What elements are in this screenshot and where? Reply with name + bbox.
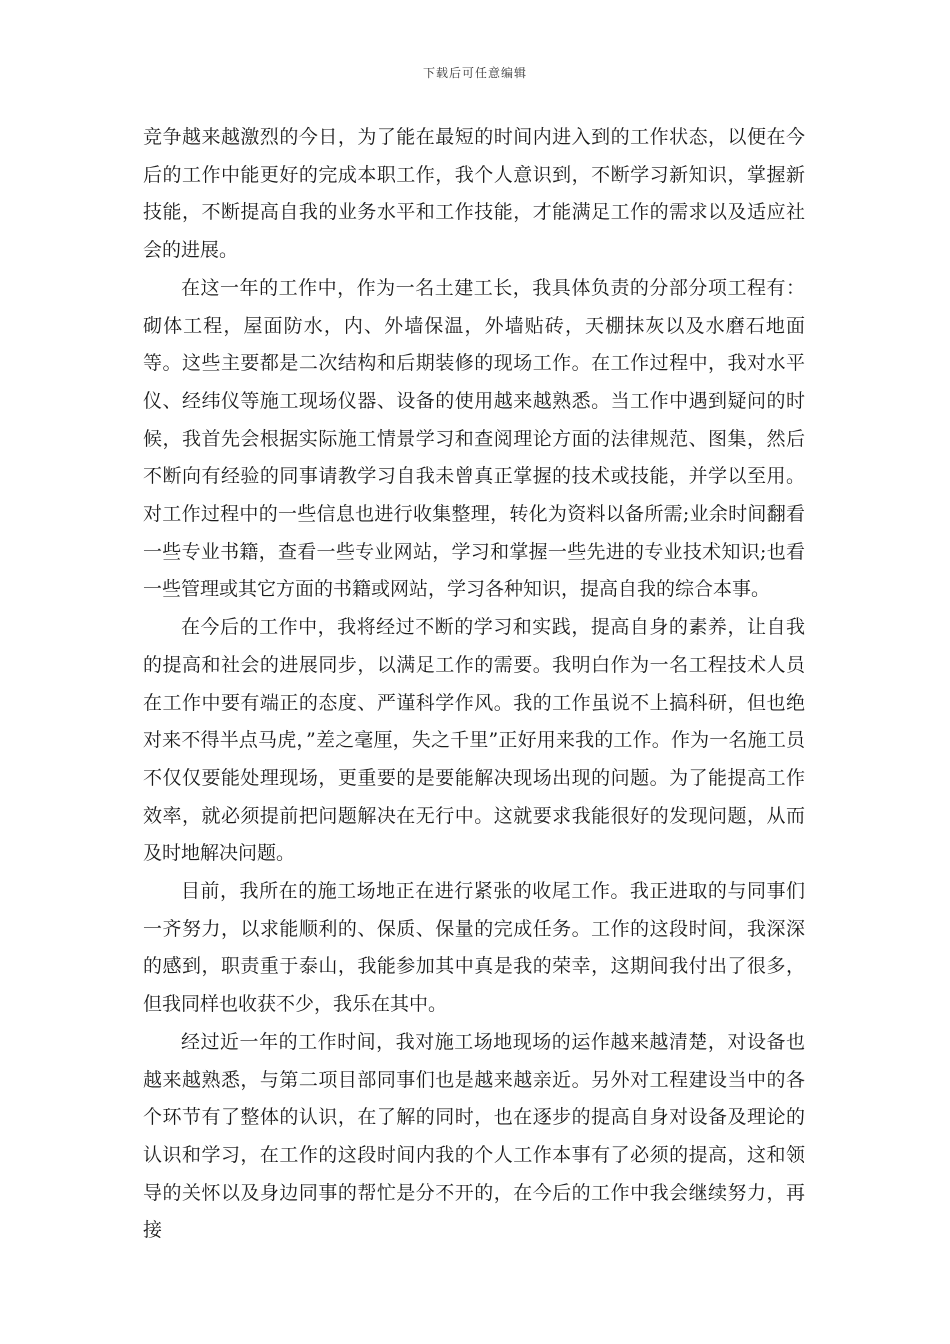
paragraph-5: 经过近一年的工作时间，我对施工场地现场的运作越来越清楚，对设备也越来越熟悉，与第二项目部同事们也是越来越亲近。另外对工程建设当中的各个环节有了整体的认识，在了解的同时，也在逐步的提高自身对设备及理论的认识和学习，在工作的这段时间内我的个人工作本事有了必须的提高，这和领导的关怀以及身边同事的帮忙是分不开的，在今后的工作中我会继续努力，再接 xyxy=(143,1030,805,1242)
paragraph-3: 在今后的工作中，我将经过不断的学习和实践，提高自身的素养，让自我的提高和社会的进展同步，以满足工作的需要。我明白作为一名工程技术人员在工作中要有端正的态度、严谨科学作风。我的工作虽说不上搞科研，但也绝对来不得半点马虎，”差之毫厘，失之千里”正好用来我的工作。作为一名施工员不仅仅要能处理现场，更重要的是要能解决现场出现的问题。为了能提高工作效率，就必须提前把问题解决在无行中。这就要求我能很好的发现问题，从而及时地解决问题。 xyxy=(143,616,805,865)
paragraph-4: 目前，我所在的施工场地正在进行紧张的收尾工作。我正进取的与同事们一齐努力，以求能顺利的、保质、保量的完成任务。工作的这段时间，我深深的感到，职责重于泰山，我能参加其中真是我的荣幸，这期间我付出了很多，但我同样也收获不少，我乐在其中。 xyxy=(143,880,805,1016)
page-header: 下载后可任意编辑 xyxy=(422,66,527,80)
paragraph-1: 竞争越来越激烈的今日，为了能在最短的时间内进入到的工作状态，以便在今后的工作中能更好的完成本职工作，我个人意识到，不断学习新知识，掌握新技能，不断提高自我的业务水平和工作技能，才能满足工作的需求以及适应社会的进展。 xyxy=(143,126,805,262)
paragraph-2: 在这一年的工作中，作为一名土建工长，我具体负责的分部分项工程有：砌体工程，屋面防水，内、外墙保温，外墙贴砖，天棚抹灰以及水磨石地面等。这些主要都是二次结构和后期装修的现场工作。在工作过程中，我对水平仪、经纬仪等施工现场仪器、设备的使用越来越熟悉。当工作中遇到疑问的时候，我首先会根据实际施工情景学习和查阅理论方面的法律规范、图集，然后不断向有经验的同事请教学习自我未曾真正掌握的技术或技能，并学以至用。对工作过程中的一些信息也进行收集整理，转化为资料以备所需;业余时间翻看一些专业书籍，查看一些专业网站，学习和掌握一些先进的专业技术知识;也看一些管理或其它方面的书籍或网站，学习各种知识，提高自我的综合本事。 xyxy=(143,276,805,601)
document-body xyxy=(143,119,805,1250)
